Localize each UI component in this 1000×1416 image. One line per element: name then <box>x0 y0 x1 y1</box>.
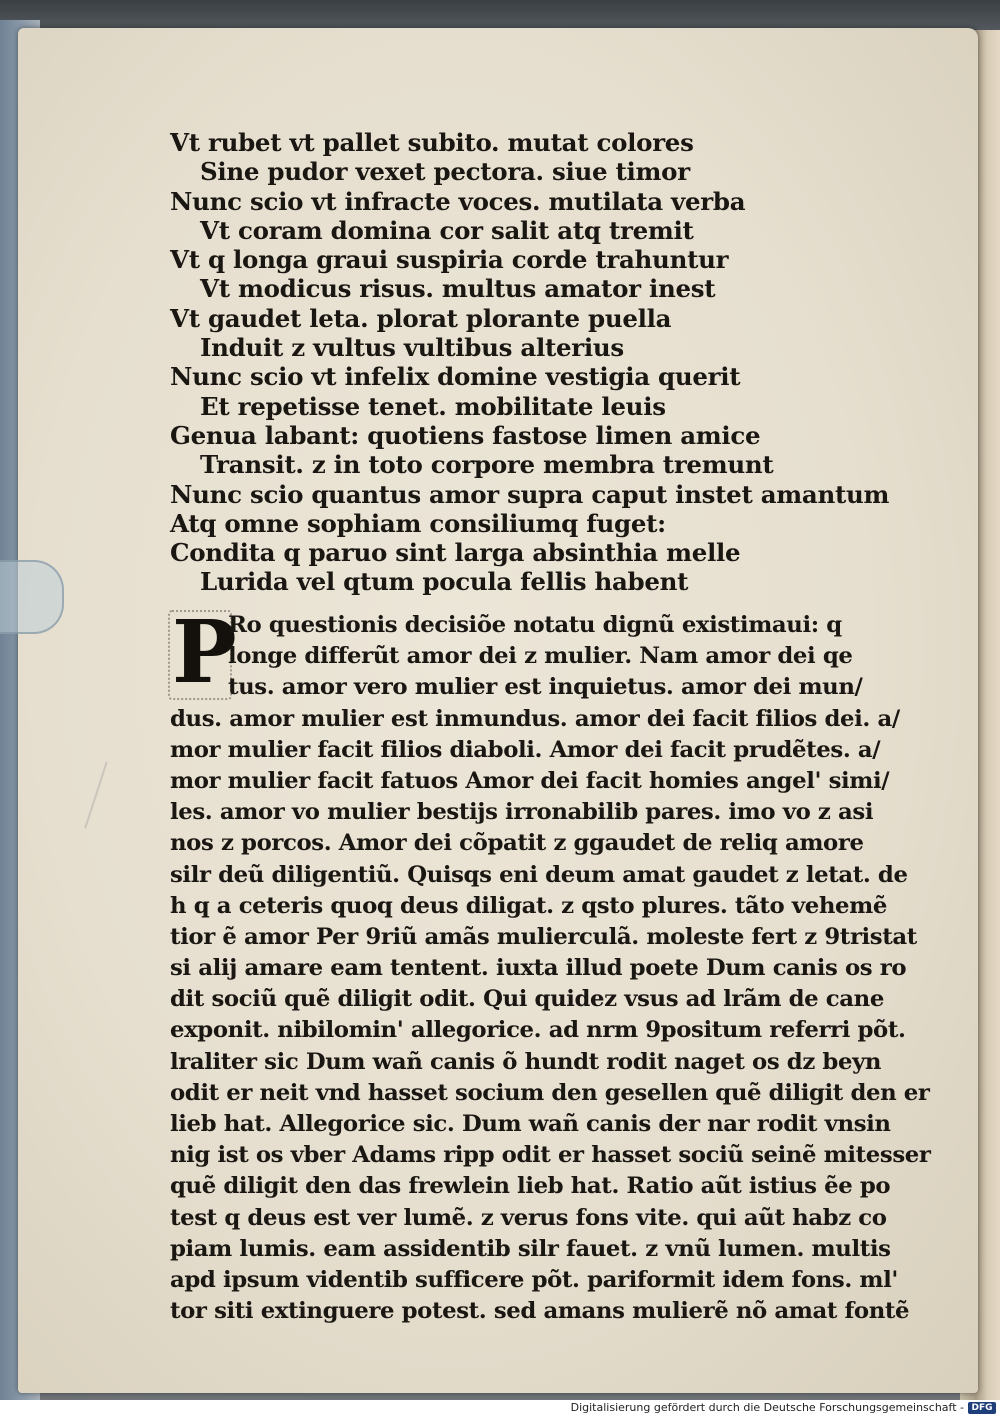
prose-line: les. amor vo mulier bestijs irronabilib pares. imo vo z asi <box>170 799 874 826</box>
verse-line: Transit. z in toto corpore membra tremunt <box>200 450 774 480</box>
prose-line: nig ist os vber Adams ripp odit er hasset sociũ seinẽ mitesser <box>170 1142 931 1169</box>
prose-line: odit er neit vnd hasset socium den gesellen quẽ diligit den er <box>170 1079 930 1106</box>
verse-line: Sine pudor vexet pectora. siue timor <box>200 157 690 187</box>
prose-line: Ro questionis decisiõe notatu dignũ existimaui: q <box>228 612 842 638</box>
prose-line: tus. amor vero mulier est inquietus. amor dei mun/ <box>228 674 863 701</box>
prose-line: h q a ceteris quoq deus diligat. z qsto plures. tãto vehemẽ <box>170 892 887 919</box>
verse-line: Vt coram domina cor salit atq tremit <box>200 215 694 245</box>
decorated-initial: P <box>172 602 237 703</box>
prose-line: lraliter sic Dum wañ canis õ hundt rodit naget os dz beyn <box>170 1048 882 1075</box>
prose-line: piam lumis. eam assidentib silr fauet. z vnũ lumen. multis <box>170 1235 891 1262</box>
prose-line: dus. amor mulier est inmundus. amor dei facit filios dei. a/ <box>170 705 900 732</box>
prose-block <box>170 602 931 1327</box>
prose-line: dit sociũ quẽ diligit odit. Qui quidez vsus ad lrãm de cane <box>170 986 884 1013</box>
verse-line: Induit z vultus vultibus alterius <box>200 333 624 363</box>
verse-line: Et repetisse tenet. mobilitate leuis <box>200 391 666 421</box>
verse-line: Genua labant: quotiens fastose limen amice <box>170 420 761 450</box>
verse-line: Condita q paruo sint larga absinthia melle <box>170 538 741 568</box>
prose-line: tor siti extinguere potest. sed amans mulierẽ nõ amat fontẽ <box>170 1298 910 1325</box>
dfg-logo: DFG <box>968 1402 996 1414</box>
verse-line: Vt gaudet leta. plorat plorante puella <box>170 303 672 333</box>
verse-line: Vt q longa graui suspiria corde trahuntur <box>170 245 729 275</box>
prose-line: si alij amare eam tentent. iuxta illud poete Dum canis os ro <box>170 955 907 982</box>
prose-line: mor mulier facit filios diaboli. Amor dei facit prudẽtes. a/ <box>170 736 881 763</box>
verse-block <box>170 128 890 597</box>
prose-line: test q deus est ver lumẽ. z verus fons vite. qui aũt habz co <box>170 1204 887 1231</box>
prose-line: exponit. nibilomin' allegorice. ad nrm 9positum referri põt. <box>170 1017 906 1044</box>
verse-line: Nunc scio quantus amor supra caput instet amantum <box>170 479 890 509</box>
prose-line: longe differũt amor dei z mulier. Nam amor dei qe <box>228 643 853 670</box>
digitization-credit: Digitalisierung gefördert durch die Deutsche Forschungsgemeinschaft - <box>570 1401 964 1414</box>
verse-line: Atq omne sophiam consiliumq fuget: <box>170 508 666 538</box>
verse-line: Nunc scio vt infelix domine vestigia querit <box>170 362 741 392</box>
prose-line: lieb hat. Allegorice sic. Dum wañ canis der nar rodit vnsin <box>170 1111 891 1137</box>
prose-line: nos z porcos. Amor dei cõpatit z ggaudet de reliq amore <box>170 830 864 857</box>
prose-line: apd ipsum videntib sufficere põt. pariformit idem fons. ml' <box>170 1266 898 1293</box>
prose-line: mor mulier facit fatuos Amor dei facit homies angel' simi/ <box>170 767 890 794</box>
verse-line: Vt rubet vt pallet subito. mutat colores <box>170 128 694 157</box>
prose-line: silr deũ diligentiũ. Quisqs eni deum amat gaudet z letat. de <box>170 861 908 888</box>
prose-line: tior ẽ amor Per 9riũ amãs mulierculã. moleste fert z 9tristat <box>170 923 917 950</box>
verse-line: Vt modicus risus. multus amator inest <box>200 274 716 304</box>
prose-line: quẽ diligit den das frewlein lieb hat. Ratio aũt istius ẽe po <box>170 1173 891 1200</box>
plastic-tab <box>0 560 64 634</box>
verse-line: Nunc scio vt infracte voces. mutilata verba <box>170 186 746 216</box>
verse-line: Lurida vel qtum pocula fellis habent <box>200 567 689 597</box>
